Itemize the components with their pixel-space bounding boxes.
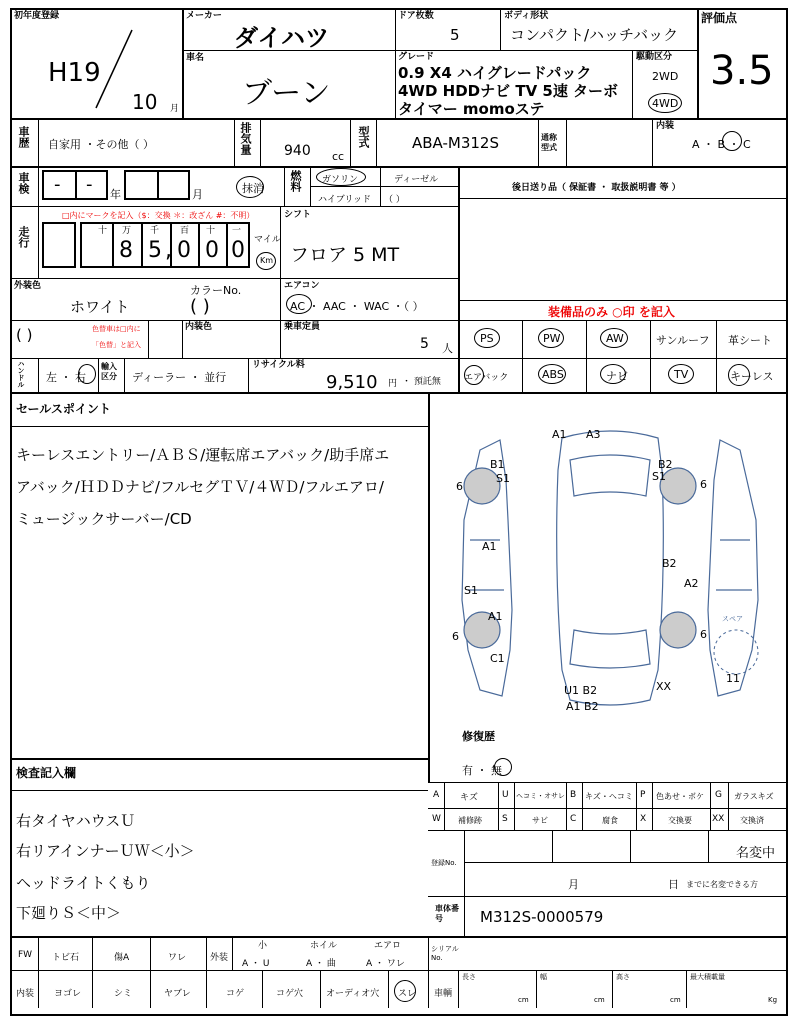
ext-label: 外装 bbox=[210, 953, 229, 963]
fw-chip: トビ石 bbox=[52, 953, 80, 963]
interior-grade-circle bbox=[722, 131, 742, 151]
ext-wheel-value: A ・ 曲 bbox=[306, 959, 336, 969]
inspection-expired: 抹消 bbox=[242, 182, 264, 195]
mark-s1-left: S1 bbox=[496, 472, 510, 485]
fuel-hybrid: ハイブリッド bbox=[318, 195, 372, 205]
fuel-diesel: ディーゼル bbox=[394, 175, 439, 185]
interior-color-label: 内装色 bbox=[185, 322, 213, 332]
fuel-gasoline: ガソリン bbox=[322, 175, 359, 185]
color-change-note-2: 「色替」と記入 bbox=[92, 341, 141, 349]
mileage-label: 走行 bbox=[17, 226, 30, 248]
mileage-digit-5: 0 bbox=[231, 238, 245, 263]
height-unit: cm bbox=[670, 996, 681, 1004]
max-load-label: 最大積載量 bbox=[690, 973, 725, 981]
km-circle bbox=[256, 252, 276, 270]
equip-navi-circle bbox=[600, 364, 626, 384]
mileage-mark-box bbox=[42, 222, 76, 268]
handle-right-circle bbox=[78, 364, 96, 384]
check-label: 検査記入欄 bbox=[16, 766, 77, 780]
doors-value: 5 bbox=[450, 26, 460, 44]
ext-aero-label: エアロ bbox=[374, 941, 402, 951]
unit-ju-man: 十 bbox=[98, 226, 108, 236]
unit-hyaku: 百 bbox=[180, 226, 190, 236]
mark-b2-right: B2 bbox=[658, 458, 673, 471]
mark-s1-right: S1 bbox=[652, 470, 666, 483]
equip-abs: ABS bbox=[542, 368, 564, 381]
check-line-2: 右リアインナーＵＷ＜小＞ bbox=[16, 842, 195, 860]
drive-4wd: 4WD bbox=[652, 97, 679, 110]
model-label: 型式 bbox=[357, 126, 370, 148]
ext-small-value: A ・ U bbox=[242, 959, 270, 969]
exterior-color-value: ホワイト bbox=[70, 298, 130, 316]
legend-xx-code: XX bbox=[712, 814, 725, 824]
mileage-digit-2: 5 bbox=[148, 238, 162, 263]
shift-value: フロア 5 MT bbox=[290, 244, 400, 266]
fw-crack: ワレ bbox=[168, 953, 187, 963]
capacity-label: 乗車定員 bbox=[284, 322, 321, 332]
import-label: 輸入区分 bbox=[101, 362, 117, 381]
exterior-color-label: 外装色 bbox=[14, 281, 42, 291]
legend-b-text: キズ・ヘコミ bbox=[585, 792, 633, 801]
equip-abs-circle bbox=[538, 364, 566, 384]
int-audio-hole: オーディオ穴 bbox=[326, 989, 380, 999]
mark-u1-b2: U1 B2 bbox=[564, 684, 598, 697]
deadline-day: 日 bbox=[668, 878, 679, 891]
legend-x-text: 交換要 bbox=[668, 816, 692, 825]
equip-airbag: エアバック bbox=[464, 373, 509, 383]
mark-a1-front: A1 bbox=[552, 428, 567, 441]
fuel-label: 燃料 bbox=[289, 170, 302, 192]
mark-b2-right-door: B2 bbox=[662, 557, 677, 570]
int-wear-circle bbox=[394, 980, 416, 1002]
legend-g-text: ガラスキズ bbox=[734, 792, 774, 801]
legend-w-text: 補修跡 bbox=[458, 816, 482, 825]
equip-navi: ナビ bbox=[606, 370, 628, 383]
fuel-gasoline-circle bbox=[316, 168, 366, 186]
chassis-label: 車体番号 bbox=[435, 904, 459, 923]
body-shape-value: コンパクト/ハッチバック bbox=[510, 26, 679, 44]
legend-u-text: ヘコミ・オサレ bbox=[516, 792, 565, 800]
mark-6-rr: 6 bbox=[700, 628, 707, 641]
max-load-unit: Kg bbox=[768, 996, 778, 1004]
legend-xx-text: 交換済 bbox=[740, 816, 764, 825]
displacement-unit: cc bbox=[332, 150, 345, 163]
car-name-label: 車名 bbox=[186, 53, 205, 63]
equip-aw: AW bbox=[606, 332, 624, 345]
check-line-4: 下廻りＳ＜中＞ bbox=[16, 904, 122, 922]
shift-label: シフト bbox=[284, 210, 312, 220]
equip-pw: PW bbox=[543, 332, 561, 345]
legend-a-code: A bbox=[433, 790, 440, 800]
aircon-label: エアコン bbox=[284, 281, 320, 291]
grade-label: グレード bbox=[398, 52, 435, 62]
first-registration-month: 10 bbox=[132, 90, 158, 114]
equip-leather: 革シート bbox=[728, 334, 772, 347]
recycle-value: 9,510 bbox=[326, 372, 378, 393]
equip-ps: PS bbox=[480, 332, 494, 345]
equip-keyless: キーレス bbox=[730, 370, 774, 383]
equip-tv: TV bbox=[674, 368, 689, 381]
name-change: 名変中 bbox=[736, 846, 776, 861]
int-burn: コゲ bbox=[226, 989, 245, 999]
int-tear: ヤブレ bbox=[164, 989, 191, 999]
interior-color-paren: ( ) bbox=[16, 326, 33, 344]
reg-no-label: 登録No. bbox=[431, 859, 457, 867]
mark-6-lf: 6 bbox=[456, 480, 463, 493]
ext-small-label: 小 bbox=[258, 941, 268, 951]
aircon-circle bbox=[286, 294, 312, 314]
rating-value: 3.5 bbox=[710, 48, 774, 94]
legend-c-text: 腐食 bbox=[602, 816, 618, 825]
aircon-value: AC ・ AAC ・ WAC ・（ ） bbox=[290, 300, 424, 313]
inspection-year-unit: 年 bbox=[110, 188, 121, 201]
legend-p-text: 色あせ・ボケ bbox=[656, 792, 704, 801]
history-label: 車歴 bbox=[17, 126, 30, 148]
inspection-month-unit: 月 bbox=[192, 188, 203, 201]
color-no-label: カラーNo. bbox=[190, 284, 242, 297]
mileage-comma: , bbox=[165, 238, 172, 263]
width-label: 幅 bbox=[540, 973, 547, 981]
mark-a1-left-rear: A1 bbox=[488, 610, 503, 623]
mark-b1-left: B1 bbox=[490, 458, 505, 471]
chassis-value: M312S-0000579 bbox=[480, 908, 604, 926]
mark-s1-left-rear: S1 bbox=[464, 584, 478, 597]
legend-u-code: U bbox=[502, 790, 509, 800]
mark-a1-left-door: A1 bbox=[482, 540, 497, 553]
mileage-digit-4: 0 bbox=[205, 238, 219, 263]
model-value: ABA-M312S bbox=[412, 134, 499, 152]
legend-g-code: G bbox=[715, 790, 722, 800]
drive-2wd: 2WD bbox=[652, 70, 679, 83]
mark-6-lr: 6 bbox=[452, 630, 459, 643]
grade-line-1: 0.9 X4 ハイグレードパック bbox=[398, 64, 592, 82]
capacity-unit: 人 bbox=[442, 342, 453, 355]
int-wear: スレ bbox=[398, 989, 417, 999]
km-unit: Km bbox=[260, 256, 274, 265]
unit-sen: 千 bbox=[150, 226, 160, 236]
legend-p-code: P bbox=[640, 790, 646, 800]
repair-label: 修復歴 bbox=[462, 730, 495, 743]
mark-a3-front: A3 bbox=[586, 428, 601, 441]
interior-label: 内装 bbox=[656, 121, 675, 131]
legend-s-code: S bbox=[502, 814, 508, 824]
deadline-month: 月 bbox=[568, 878, 579, 891]
legend-a-text: キズ bbox=[460, 793, 478, 803]
equip-aw-circle bbox=[600, 328, 628, 348]
repair-value: 有 ・ 無 bbox=[462, 764, 502, 777]
grade-line-3: タイマー momoステ bbox=[398, 100, 545, 118]
unit-ichi: 一 bbox=[232, 226, 242, 236]
fw-scratch: 傷A bbox=[114, 953, 130, 963]
serial-label: シリアルNo. bbox=[431, 945, 459, 962]
sales-points-label: セールスポイント bbox=[16, 402, 111, 416]
capacity-value: 5 bbox=[420, 336, 429, 352]
history-value: 自家用 ・その他（ ） bbox=[48, 138, 154, 151]
legend-b-code: B bbox=[570, 790, 577, 800]
int-dirt: ヨゴレ bbox=[54, 989, 82, 999]
recycle-deposit: ・ 預託無 bbox=[402, 377, 441, 387]
int-burn-hole: コゲ穴 bbox=[276, 989, 304, 999]
ext-aero-value: A ・ ワレ bbox=[366, 959, 405, 969]
mark-a1-b2-rear: A1 B2 bbox=[566, 700, 599, 713]
fuel-other: （ ） bbox=[384, 195, 405, 205]
deadline-suffix: までに名変できる方 bbox=[686, 880, 758, 889]
inspection-dash-2: - bbox=[86, 174, 93, 195]
height-label: 高さ bbox=[616, 973, 630, 981]
unit-man: 万 bbox=[122, 226, 132, 236]
equipment-title: 装備品のみ ○印 を記入 bbox=[548, 305, 675, 319]
drive-label: 駆動区分 bbox=[636, 52, 673, 62]
inspection-dash-1: - bbox=[54, 174, 61, 195]
month-unit: 月 bbox=[170, 104, 180, 114]
length-label: 長さ bbox=[462, 973, 476, 981]
width-unit: cm bbox=[594, 996, 605, 1004]
legend-x-code: X bbox=[640, 814, 647, 824]
doors-label: ドア枚数 bbox=[398, 11, 434, 21]
inspection-label: 車検 bbox=[17, 172, 30, 194]
mark-11-spare: 11 bbox=[726, 672, 740, 685]
mark-a2-right: A2 bbox=[684, 577, 699, 590]
equip-sunroof: サンルーフ bbox=[656, 334, 710, 347]
unit-ju: 十 bbox=[206, 226, 216, 236]
size-label: 車輌 bbox=[434, 989, 453, 999]
color-no-value: ( ) bbox=[190, 296, 210, 317]
fw-label: FW bbox=[18, 950, 33, 960]
equip-ps-circle bbox=[474, 328, 500, 348]
first-registration-label: 初年度登録 bbox=[14, 11, 60, 21]
grade-line-2: 4WD HDDナビ TV 5速 ターボ bbox=[398, 82, 619, 100]
legend-w-code: W bbox=[432, 814, 441, 824]
check-line-3: ヘッドライトくもり bbox=[16, 874, 151, 892]
body-shape-label: ボディ形状 bbox=[504, 11, 549, 21]
mark-xx: XX bbox=[656, 680, 672, 693]
legend-s-text: サビ bbox=[532, 816, 548, 825]
mileage-note: □内にマークを記入（$：交換 ＊：改ざん #：不明） bbox=[62, 211, 255, 220]
check-line-1: 右タイヤハウスＵ bbox=[16, 812, 136, 830]
equip-tv-circle bbox=[668, 364, 694, 384]
rating-label: 評価点 bbox=[701, 11, 738, 25]
int-stain: シミ bbox=[114, 989, 133, 999]
ext-wheel-label: ホイル bbox=[310, 941, 338, 951]
int-label: 内装 bbox=[16, 989, 35, 999]
spare-label: スペア bbox=[722, 615, 743, 623]
later-docs: 後日送り品（ 保証書 ・ 取扱説明書 等 ） bbox=[512, 183, 681, 193]
sales-line-3: ミュージックサーバー/CD bbox=[16, 510, 192, 528]
equip-airbag-circle bbox=[464, 365, 484, 385]
equip-keyless-circle bbox=[728, 364, 750, 386]
interior-grades: A ・ B ・ C bbox=[692, 138, 751, 151]
color-change-note-1: 色替車は□内に bbox=[92, 325, 141, 333]
import-value: ディーラー ・ 並行 bbox=[132, 371, 227, 384]
mileage-digit-1: 8 bbox=[119, 238, 133, 263]
maker-value: ダイハツ bbox=[234, 24, 330, 52]
repair-none-circle bbox=[494, 758, 512, 776]
handle-label: ハンドル bbox=[17, 360, 25, 388]
length-unit: cm bbox=[518, 996, 529, 1004]
equip-pw-circle bbox=[538, 328, 564, 348]
common-model-label: 通称型式 bbox=[541, 133, 557, 152]
mark-c1: C1 bbox=[490, 652, 505, 665]
drive-4wd-circle bbox=[648, 93, 682, 113]
recycle-unit: 円 bbox=[388, 379, 398, 389]
sales-line-1: キーレスエントリー/ＡＢＳ/運転席エアバック/助手席エ bbox=[16, 446, 390, 464]
recycle-label: リサイクル料 bbox=[252, 360, 305, 370]
displacement-label: 排気量 bbox=[239, 122, 252, 155]
displacement-value: 940 bbox=[284, 143, 311, 159]
sales-line-2: アバック/ＨＤＤナビ/フルセグＴＶ/４ＷＤ/フルエアロ/ bbox=[16, 478, 384, 496]
mileage-digit-3: 0 bbox=[177, 238, 191, 263]
maker-label: メーカー bbox=[186, 11, 222, 21]
mark-6-rf: 6 bbox=[700, 478, 707, 491]
mile-unit: マイル bbox=[254, 235, 281, 245]
handle-value: 左 ・ 右 bbox=[46, 371, 86, 384]
legend-c-code: C bbox=[570, 814, 577, 824]
first-registration-year: H19 bbox=[48, 58, 101, 88]
car-name-value: ブーン bbox=[242, 76, 331, 111]
expired-circle bbox=[236, 176, 264, 198]
